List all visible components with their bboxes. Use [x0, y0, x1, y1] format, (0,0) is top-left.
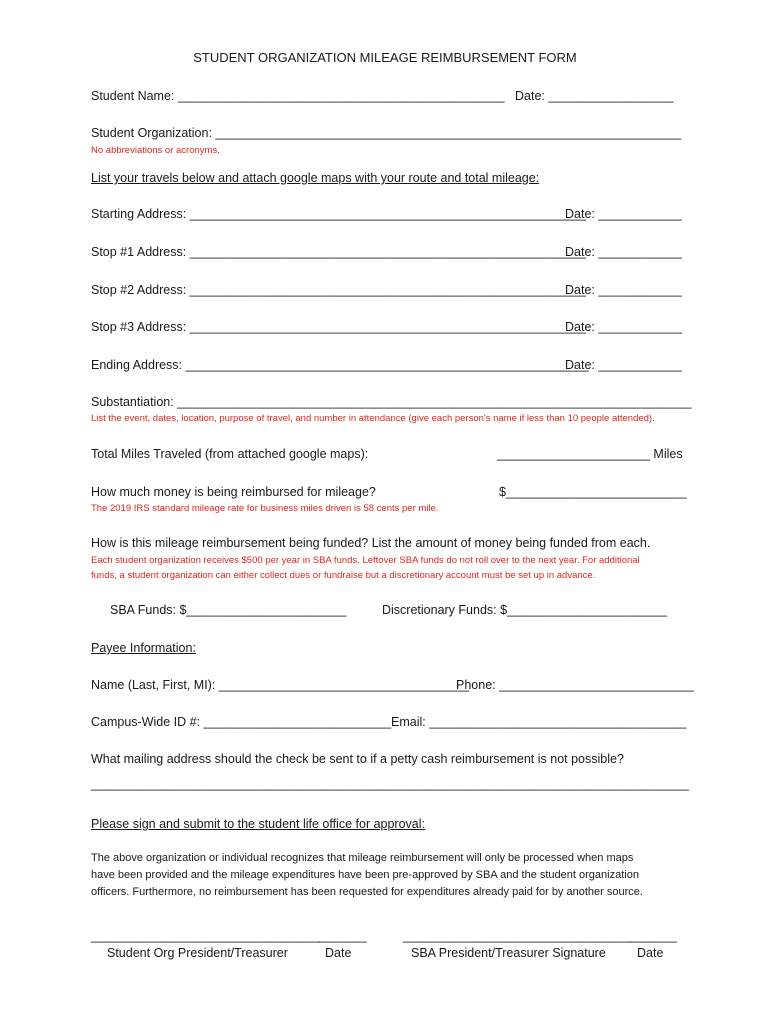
ending-address-date[interactable]: Date: ____________: [565, 358, 682, 372]
email-field[interactable]: Email: _____________________________________: [391, 715, 687, 729]
sba-funds-field[interactable]: SBA Funds: $_______________________: [110, 603, 347, 617]
stop2-address-date[interactable]: Date: ____________: [565, 283, 682, 297]
reimbursement-amount-label: How much money is being reimbursed for mileage?: [91, 485, 376, 499]
starting-address-date[interactable]: Date: ____________: [565, 207, 682, 221]
reimbursement-amount-field[interactable]: $__________________________: [499, 485, 687, 499]
sign-heading: Please sign and submit to the student life office for approval:: [91, 817, 425, 831]
stop3-address-field[interactable]: Stop #3 Address: _________________________________________________________: [91, 320, 586, 334]
stop1-address-date[interactable]: Date: ____________: [565, 245, 682, 259]
payee-name-field[interactable]: Name (Last, First, MI): ____________________________________: [91, 678, 470, 692]
funding-question: How is this mileage reimbursement being funded? List the amount of money being funded from each.: [91, 536, 651, 550]
irs-rate-note: The 2019 IRS standard mileage rate for business miles driven is 58 cents per mile.: [91, 503, 439, 514]
stop1-address-field[interactable]: Stop #1 Address: _________________________________________________________: [91, 245, 586, 259]
starting-address-field[interactable]: Starting Address: _________________________________________________________: [91, 207, 586, 221]
sba-date-label: Date: [637, 946, 664, 960]
total-miles-label: Total Miles Traveled (from attached google maps):: [91, 447, 369, 461]
org-officer-signature-label: Student Org President/Treasurer: [107, 946, 288, 960]
substantiation-note: List the event, dates, location, purpose of travel, and number in attendance (give each person's name if less than 10 people attended).: [91, 413, 655, 424]
student-name-field[interactable]: Student Name: _______________________________________________: [91, 89, 505, 103]
org-officer-date-line[interactable]: _______: [318, 929, 367, 943]
phone-field[interactable]: Phone: ____________________________: [456, 678, 694, 692]
discretionary-funds-field[interactable]: Discretionary Funds: $_______________________: [382, 603, 667, 617]
mailing-address-field[interactable]: ______________________________________________________________________________________: [91, 777, 689, 791]
substantiation-field[interactable]: Substantiation: __________________________________________________________________________: [91, 395, 692, 409]
stop2-address-field[interactable]: Stop #2 Address: _________________________________________________________: [91, 283, 586, 297]
org-officer-signature-line[interactable]: _________________________________: [91, 929, 321, 943]
ending-address-field[interactable]: Ending Address: __________________________________________________________: [91, 358, 589, 372]
statement-line: The above organization or individual recognizes that mileage reimbursement will only be processed when maps: [91, 852, 634, 864]
statement-line: officers. Furthermore, no reimbursement has been requested for expenditures already paid for by another source.: [91, 886, 643, 898]
date-field-top[interactable]: Date: __________________: [515, 89, 674, 103]
sba-signature-label: SBA President/Treasurer Signature: [411, 946, 606, 960]
sba-signature-line[interactable]: _________________________________: [403, 929, 633, 943]
org-officer-date-label: Date: [325, 946, 352, 960]
stop3-address-date[interactable]: Date: ____________: [565, 320, 682, 334]
page-title: STUDENT ORGANIZATION MILEAGE REIMBURSEMENT FORM: [193, 50, 577, 65]
statement-line: have been provided and the mileage expenditures have been pre-approved by SBA and the student organization: [91, 869, 639, 881]
funding-note-line2: funds, a student organization can either collect dues or fundraise but a discretionary account must be set up in advance.: [91, 570, 596, 581]
student-organization-note: No abbreviations or acronyms.: [91, 145, 220, 156]
total-miles-field[interactable]: ______________________ Miles: [497, 447, 683, 461]
sba-date-line[interactable]: _______: [628, 929, 677, 943]
student-organization-field[interactable]: Student Organization: ___________________________________________________________________: [91, 126, 682, 140]
payee-heading: Payee Information:: [91, 641, 196, 655]
travels-heading: List your travels below and attach google maps with your route and total mileage:: [91, 171, 540, 185]
campus-id-field[interactable]: Campus-Wide ID #: ___________________________: [91, 715, 392, 729]
mailing-address-question: What mailing address should the check be sent to if a petty cash reimbursement is not possible?: [91, 752, 624, 766]
funding-note-line1: Each student organization receives $500 per year in SBA funds. Leftover SBA funds do not roll over to the next year. For additional: [91, 555, 640, 566]
